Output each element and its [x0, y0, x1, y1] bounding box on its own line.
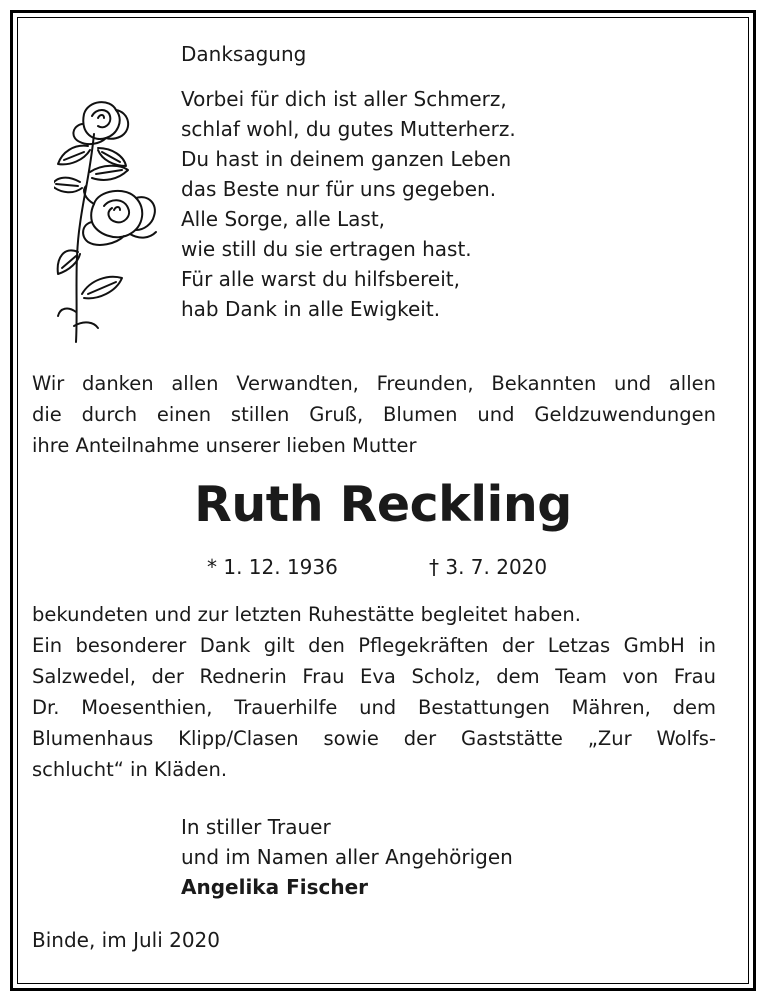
thanks-body-line: bekundeten und zur letzten Ruhestätte begleitet haben. — [32, 603, 581, 626]
poem-line: schlaf wohl, du gutes Mutterherz. — [181, 117, 516, 141]
signature-line-2: und im Namen aller Angehörigen — [181, 845, 513, 869]
poem — [181, 84, 516, 324]
place-date: Binde, im Juli 2020 — [32, 928, 221, 952]
birth-date: * 1. 12. 1936 — [207, 555, 338, 579]
rose-icon — [54, 94, 164, 344]
death-date: † 3. 7. 2020 — [429, 555, 548, 579]
thanks-body-line: Ein besonderer Dank gilt den Pflegekräften der Letzas GmbH in — [32, 634, 716, 657]
signature-line-1: In stiller Trauer — [181, 815, 331, 839]
thanks-intro — [32, 368, 716, 461]
thanks-intro-line: ihre Anteilnahme unserer lieben Mutter — [32, 434, 417, 457]
poem-line: wie still du sie ertragen hast. — [181, 237, 472, 261]
heading-danksagung: Danksagung — [181, 42, 307, 66]
thanks-body-line: Dr. Moesenthien, Trauerhilfe und Bestattungen Mähren, dem — [32, 696, 716, 719]
deceased-name: Ruth Reckling — [194, 476, 572, 533]
thanks-body-line: Blumenhaus Klipp/Clasen sowie der Gaststätte „Zur Wolfs- — [32, 727, 716, 750]
signature-name: Angelika Fischer — [181, 875, 369, 899]
thanks-body-line: schlucht“ in Kläden. — [32, 758, 228, 781]
poem-line: das Beste nur für uns gegeben. — [181, 177, 497, 201]
poem-line: Alle Sorge, alle Last, — [181, 207, 386, 231]
poem-line: hab Dank in alle Ewigkeit. — [181, 297, 441, 321]
thanks-body-line: Salzwedel, der Rednerin Frau Eva Scholz, dem Team von Frau — [32, 665, 716, 688]
poem-line: Für alle warst du hilfsbereit, — [181, 267, 460, 291]
thanks-body — [32, 599, 716, 785]
thanks-intro-line: Wir danken allen Verwandten, Freunden, Bekannten und allen — [32, 372, 716, 395]
thanks-intro-line: die durch einen stillen Gruß, Blumen und Geldzuwendungen — [32, 403, 716, 426]
poem-line: Du hast in deinem ganzen Leben — [181, 147, 512, 171]
poem-line: Vorbei für dich ist aller Schmerz, — [181, 87, 507, 111]
